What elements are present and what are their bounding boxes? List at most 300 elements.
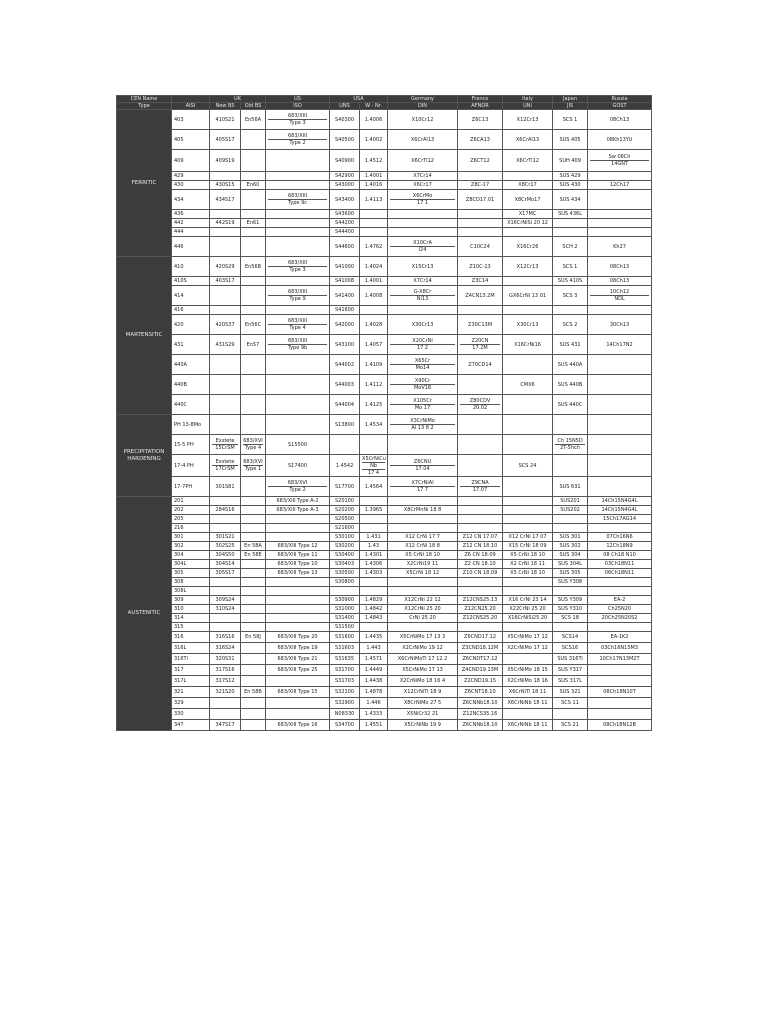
- cell-uns: S30100: [330, 533, 360, 542]
- cell-jis: SUS 410S: [553, 277, 588, 286]
- cell-din: X8CrNiMo 27 5: [388, 698, 458, 709]
- cell-new-bs: [210, 306, 241, 315]
- cell-w-nr: 1.4112: [360, 375, 388, 395]
- cell-aisi: 317: [172, 665, 210, 676]
- cell-uns: 1.4542: [330, 455, 360, 477]
- cell-gost: 08Ch13: [588, 110, 652, 130]
- cell-aisi: 316L: [172, 643, 210, 654]
- cell-iso: 683/XIII Type 12: [266, 542, 330, 551]
- cell-new-bs: 321S20: [210, 687, 241, 698]
- cell-afnor: [458, 375, 503, 395]
- cell-afnor: Z3CND18.12M: [458, 643, 503, 654]
- cell-uns: S43000: [330, 181, 360, 190]
- cell-old-bs: [241, 150, 266, 172]
- cell-w-nr: [360, 623, 388, 632]
- cell-uni: [503, 497, 553, 506]
- cell-new-bs: [210, 698, 241, 709]
- cell-aisi: 321: [172, 687, 210, 698]
- cell-gost: [588, 709, 652, 720]
- cell-old-bs: [241, 533, 266, 542]
- cell-jis: SCS 2: [553, 315, 588, 335]
- cell-w-nr: [360, 497, 388, 506]
- cell-iso: [266, 596, 330, 605]
- cell-afnor: Z6CNNb18.10: [458, 698, 503, 709]
- cell-uns: S17700: [330, 477, 360, 497]
- cell-w-nr: 1.4333: [360, 709, 388, 720]
- cell-old-bs: [241, 614, 266, 623]
- cell-new-bs: 405S17: [210, 130, 241, 150]
- cell-jis: SUS 440B: [553, 375, 588, 395]
- steel-grade-rows: [117, 110, 652, 731]
- cell-jis: SUS 316Ti: [553, 654, 588, 665]
- cell-old-bs: En56B: [241, 257, 266, 277]
- cell-uni: X6CrNiNb 18 11: [503, 720, 553, 731]
- cell-din: X12CrNi 22 12: [388, 596, 458, 605]
- cell-new-bs: 434S17: [210, 190, 241, 210]
- cell-iso: [266, 181, 330, 190]
- cell-din: X6Cr17: [388, 181, 458, 190]
- table-row: [117, 415, 652, 435]
- cell-aisi: PH 13-8Mo: [172, 415, 210, 435]
- cell-gost: 03Ch18N11: [588, 560, 652, 569]
- cell-new-bs: 431S29: [210, 335, 241, 355]
- cell-uns: S20100: [330, 497, 360, 506]
- cell-new-bs: 420S37: [210, 315, 241, 335]
- cell-uns: S20500: [330, 515, 360, 524]
- cell-afnor: Z6CA13: [458, 130, 503, 150]
- table-row: [117, 210, 652, 219]
- cell-gost: 15Ch17AG14: [588, 515, 652, 524]
- cell-uni: X16CrNi16: [503, 335, 553, 355]
- cell-old-bs: En 58B: [241, 687, 266, 698]
- cell-new-bs: Exstete 15CrSM: [210, 435, 241, 455]
- cell-old-bs: En 58A: [241, 542, 266, 551]
- cell-din: X20CrNi 17 2: [388, 335, 458, 355]
- cell-uni: [503, 435, 553, 455]
- cell-aisi: 440B: [172, 375, 210, 395]
- cell-uni: X22CrNi 25 20: [503, 605, 553, 614]
- cell-new-bs: [210, 515, 241, 524]
- cell-new-bs: [210, 210, 241, 219]
- steel-equivalents-table: [116, 95, 652, 731]
- cell-afnor: Z6CNDT17.12: [458, 654, 503, 665]
- table-row: [117, 605, 652, 614]
- cell-gost: 08Kh13YU: [588, 130, 652, 150]
- table-row: [117, 587, 652, 596]
- cell-afnor: Z12CNS25.13: [458, 596, 503, 605]
- cell-aisi: 205: [172, 515, 210, 524]
- header-italy: Italy: [503, 96, 553, 103]
- cell-uni: [503, 306, 553, 315]
- cell-new-bs: Exstete 17CrSM: [210, 455, 241, 477]
- cell-w-nr: [360, 587, 388, 596]
- cell-afnor: Z3C14: [458, 277, 503, 286]
- cell-jis: SUS Y309: [553, 596, 588, 605]
- cell-new-bs: 310S24: [210, 605, 241, 614]
- cell-uns: [330, 587, 360, 596]
- cell-din: X8CrMnNi 18 8: [388, 506, 458, 515]
- steel-grade-comparison-sheet: [116, 95, 651, 731]
- cell-gost: 07Ch16N6: [588, 533, 652, 542]
- cell-din: CrNi 25 20: [388, 614, 458, 623]
- cell-din: X30Cr13: [388, 315, 458, 335]
- cell-uns: S44004: [330, 395, 360, 415]
- cell-new-bs: 317S12: [210, 676, 241, 687]
- cell-w-nr: 1.4028: [360, 315, 388, 335]
- cell-aisi: 430: [172, 181, 210, 190]
- cell-uni: X12Cr13: [503, 257, 553, 277]
- cell-jis: SUS 440C: [553, 395, 588, 415]
- cell-w-nr: 1.4564: [360, 477, 388, 497]
- cell-uns: S30900: [330, 596, 360, 605]
- cell-gost: [588, 210, 652, 219]
- cell-jis: SUH 409: [553, 150, 588, 172]
- cell-afnor: [458, 228, 503, 237]
- cell-afnor: [458, 306, 503, 315]
- cell-uni: [503, 395, 553, 415]
- cell-w-nr: 1.4843: [360, 614, 388, 623]
- cell-new-bs: [210, 228, 241, 237]
- cell-uns: S41600: [330, 306, 360, 315]
- table-row: [117, 614, 652, 623]
- cell-uns: S31635: [330, 654, 360, 665]
- cell-jis: SUS 301: [553, 533, 588, 542]
- cell-iso: [266, 709, 330, 720]
- cell-din: G-X8Cr Ni13: [388, 286, 458, 306]
- cell-w-nr: 1.4008: [360, 286, 388, 306]
- cell-w-nr: 1.4001: [360, 277, 388, 286]
- cell-din: X6CrMo 17 1: [388, 190, 458, 210]
- cell-uni: X16Cr26: [503, 237, 553, 257]
- cell-afnor: [458, 524, 503, 533]
- header-aisi: AISI: [172, 103, 210, 110]
- cell-jis: SCS14: [553, 632, 588, 643]
- cell-afnor: [458, 415, 503, 435]
- cell-jis: SUS Y310: [553, 605, 588, 614]
- cell-w-nr: 1.4301: [360, 551, 388, 560]
- cell-uni: [503, 415, 553, 435]
- cell-uns: S31703: [330, 676, 360, 687]
- cell-iso: 683/XIII Type 10: [266, 560, 330, 569]
- cell-old-bs: [241, 286, 266, 306]
- cell-uni: X6CrNiNb 18 11: [503, 698, 553, 709]
- cell-aisi: 440C: [172, 395, 210, 415]
- cell-aisi: 442: [172, 219, 210, 228]
- cell-uns: S31000: [330, 605, 360, 614]
- header-france: France: [458, 96, 503, 103]
- cell-uni: X2CrNiMo 17 12: [503, 643, 553, 654]
- table-row: [117, 455, 652, 477]
- cell-old-bs: [241, 477, 266, 497]
- cell-jis: SUS 317L: [553, 676, 588, 687]
- cell-uni: [503, 623, 553, 632]
- cell-aisi: 444: [172, 228, 210, 237]
- cell-afnor: [458, 435, 503, 455]
- cell-gost: [588, 698, 652, 709]
- cell-iso: 683/XIII Type 21: [266, 654, 330, 665]
- table-row: [117, 395, 652, 415]
- cell-din: [388, 219, 458, 228]
- cell-gost: 14Ch17N2: [588, 335, 652, 355]
- cell-new-bs: 403S17: [210, 277, 241, 286]
- cell-uns: S44200: [330, 219, 360, 228]
- header-japan: Japan: [553, 96, 588, 103]
- cell-w-nr: 1.4109: [360, 355, 388, 375]
- cell-new-bs: 304S14: [210, 560, 241, 569]
- cell-aisi: 440A: [172, 355, 210, 375]
- cell-new-bs: [210, 355, 241, 375]
- cell-gost: 08Ch13: [588, 257, 652, 277]
- cell-aisi: 405: [172, 130, 210, 150]
- cell-afnor: Z2 CN 18.10: [458, 560, 503, 569]
- cell-uni: X8CrMo17: [503, 190, 553, 210]
- cell-w-nr: [360, 515, 388, 524]
- cell-old-bs: [241, 720, 266, 731]
- cell-uni: [503, 172, 553, 181]
- cell-jis: SUS 431: [553, 335, 588, 355]
- cell-din: X105Cr Mo 17: [388, 395, 458, 415]
- cell-jis: [553, 623, 588, 632]
- cell-din: X2CrNiMo 18 16 4: [388, 676, 458, 687]
- cell-uni: X16CrNiSi25 20: [503, 614, 553, 623]
- cell-old-bs: [241, 596, 266, 605]
- cell-aisi: 305: [172, 569, 210, 578]
- cell-iso: [266, 415, 330, 435]
- table-row: [117, 181, 652, 190]
- cell-jis: [553, 219, 588, 228]
- cell-din: X65Cr Mo14: [388, 355, 458, 375]
- cell-gost: [588, 395, 652, 415]
- cell-uni: X17MC: [503, 210, 553, 219]
- table-row: [117, 286, 652, 306]
- cell-old-bs: [241, 355, 266, 375]
- cell-uni: X5CrNiMo 17 12: [503, 632, 553, 643]
- cell-w-nr: 1.4125: [360, 395, 388, 415]
- table-row: [117, 709, 652, 720]
- cell-jis: SUS 631: [553, 477, 588, 497]
- cell-din: X5CrNiMo 17 13 3: [388, 632, 458, 643]
- cell-iso: [266, 228, 330, 237]
- cell-gost: [588, 578, 652, 587]
- header-usa: USA: [330, 96, 388, 103]
- cell-aisi: 434: [172, 190, 210, 210]
- cell-iso: [266, 623, 330, 632]
- cell-afnor: Z10C-13: [458, 257, 503, 277]
- table-row: [117, 643, 652, 654]
- table-row: [117, 687, 652, 698]
- cell-aisi: 302: [172, 542, 210, 551]
- table-row: [117, 150, 652, 172]
- header-row-countries: [117, 96, 652, 103]
- cell-iso: [266, 172, 330, 181]
- category-label: MARTENSITIC: [117, 257, 172, 415]
- cell-new-bs: 301S81: [210, 477, 241, 497]
- cell-iso: 683/XIII Type 9: [266, 286, 330, 306]
- cell-uni: X16CrNiSi 20 12: [503, 219, 553, 228]
- cell-afnor: Z12NCS35.16: [458, 709, 503, 720]
- cell-uns: S40300: [330, 110, 360, 130]
- cell-jis: [553, 515, 588, 524]
- cell-aisi: 317L: [172, 676, 210, 687]
- table-row: [117, 219, 652, 228]
- header-uk: UK: [210, 96, 266, 103]
- cell-afnor: Z6C13: [458, 110, 503, 130]
- cell-afnor: [458, 506, 503, 515]
- cell-uni: [503, 578, 553, 587]
- table-row: [117, 477, 652, 497]
- cell-afnor: Z20CN 17.2M: [458, 335, 503, 355]
- cell-gost: [588, 455, 652, 477]
- cell-uni: X6CrTi12: [503, 150, 553, 172]
- cell-jis: SCS 18: [553, 614, 588, 623]
- cell-iso: 683/XIII Type 13: [266, 569, 330, 578]
- cell-w-nr: 1.4762: [360, 237, 388, 257]
- cell-afnor: [458, 210, 503, 219]
- cell-aisi: 420: [172, 315, 210, 335]
- cell-w-nr: X5CrNiCu Nb 17 4: [360, 455, 388, 477]
- cell-new-bs: [210, 578, 241, 587]
- cell-w-nr: 1.4842: [360, 605, 388, 614]
- cell-afnor: C10C24: [458, 237, 503, 257]
- cell-afnor: Z9CNA 17.07: [458, 477, 503, 497]
- table-row: [117, 569, 652, 578]
- cell-din: X6CrTi12: [388, 150, 458, 172]
- cell-old-bs: [241, 560, 266, 569]
- cell-jis: SUS 405: [553, 130, 588, 150]
- cell-aisi: 329: [172, 698, 210, 709]
- cell-iso: [266, 533, 330, 542]
- table-row: [117, 435, 652, 455]
- cell-uns: S44600: [330, 237, 360, 257]
- cell-uns: S43100: [330, 335, 360, 355]
- table-row: [117, 237, 652, 257]
- cell-w-nr: 1.4438: [360, 676, 388, 687]
- cell-w-nr: 1.4571: [360, 654, 388, 665]
- cell-iso: [266, 306, 330, 315]
- cell-jis: [553, 415, 588, 435]
- cell-din: X6CrAl13: [388, 130, 458, 150]
- cell-iso: [266, 605, 330, 614]
- table-row: [117, 578, 652, 587]
- cell-afnor: [458, 623, 503, 632]
- cell-jis: SUS 429: [553, 172, 588, 181]
- cell-iso: S17400: [266, 455, 330, 477]
- cell-uni: X2 CrNi 18 11: [503, 560, 553, 569]
- cell-iso: 683/XIII Type 19: [266, 643, 330, 654]
- cell-new-bs: [210, 286, 241, 306]
- cell-iso: 683/XIII Type 15: [266, 687, 330, 698]
- cell-old-bs: En56A: [241, 110, 266, 130]
- cell-uni: SCS 24: [503, 455, 553, 477]
- cell-gost: [588, 676, 652, 687]
- cell-w-nr: 1.4435: [360, 632, 388, 643]
- cell-afnor: Z6CT12: [458, 150, 503, 172]
- table-row: [117, 632, 652, 643]
- table-row: [117, 560, 652, 569]
- cell-uni: X5 CrNi 18 10: [503, 551, 553, 560]
- cell-din: X5NiCr32 21: [388, 709, 458, 720]
- cell-uns: S40500: [330, 130, 360, 150]
- cell-din: [388, 524, 458, 533]
- table-row: [117, 676, 652, 687]
- cell-uni: X12Cr13: [503, 110, 553, 130]
- cell-old-bs: En 58J: [241, 632, 266, 643]
- cell-aisi: 431: [172, 335, 210, 355]
- cell-w-nr: 1.4016: [360, 181, 388, 190]
- cell-uns: [330, 435, 360, 455]
- cell-jis: SUS Y317: [553, 665, 588, 676]
- cell-uns: S31400: [330, 614, 360, 623]
- cell-w-nr: [360, 210, 388, 219]
- cell-gost: [588, 435, 652, 455]
- cell-uns: S41008: [330, 277, 360, 286]
- table-row: [117, 497, 652, 506]
- cell-new-bs: [210, 497, 241, 506]
- cell-w-nr: 1.43: [360, 542, 388, 551]
- cell-new-bs: [210, 172, 241, 181]
- cell-iso: [266, 614, 330, 623]
- cell-old-bs: [241, 676, 266, 687]
- cell-uni: X5 CrNi 18 10: [503, 569, 553, 578]
- table-row: [117, 524, 652, 533]
- cell-w-nr: [360, 306, 388, 315]
- cell-jis: SCS 1: [553, 257, 588, 277]
- table-row: [117, 190, 652, 210]
- cell-uni: GX6CrNi 13 01: [503, 286, 553, 306]
- cell-gost: 20Ch25N20S2: [588, 614, 652, 623]
- cell-old-bs: [241, 306, 266, 315]
- table-row: [117, 506, 652, 515]
- cell-iso: 683/XIII Type 3: [266, 110, 330, 130]
- cell-gost: [588, 665, 652, 676]
- cell-iso: [266, 395, 330, 415]
- cell-old-bs: [241, 587, 266, 596]
- cell-iso: S15500: [266, 435, 330, 455]
- cell-uns: S31500: [330, 623, 360, 632]
- cell-uni: X30Cr13: [503, 315, 553, 335]
- header-new-bs: New BS: [210, 103, 241, 110]
- header-jis: JIS: [553, 103, 588, 110]
- cell-gost: 08Ch18N12B: [588, 720, 652, 731]
- cell-uns: S31700: [330, 665, 360, 676]
- header-germany: Germany: [388, 96, 458, 103]
- cell-uns: S40900: [330, 150, 360, 172]
- table-row: [117, 551, 652, 560]
- cell-w-nr: [360, 435, 388, 455]
- cell-new-bs: 316S16: [210, 632, 241, 643]
- cell-uni: [503, 355, 553, 375]
- cell-din: [388, 578, 458, 587]
- cell-iso: [266, 219, 330, 228]
- cell-din: X12CrNiTi 18 9: [388, 687, 458, 698]
- cell-old-bs: 683/XVI Type 1: [241, 455, 266, 477]
- cell-jis: SUS 436L: [553, 210, 588, 219]
- cell-jis: SUS 321: [553, 687, 588, 698]
- cell-gost: [588, 306, 652, 315]
- cell-w-nr: 1.3965: [360, 506, 388, 515]
- cell-new-bs: 304S50: [210, 551, 241, 560]
- cell-iso: [266, 210, 330, 219]
- cell-aisi: 304L: [172, 560, 210, 569]
- cell-aisi: 309: [172, 596, 210, 605]
- cell-iso: 683/XIII Type 11: [266, 551, 330, 560]
- header-din: DIN: [388, 103, 458, 110]
- cell-uni: [503, 277, 553, 286]
- cell-afnor: Z8C-17: [458, 181, 503, 190]
- cell-uni: [503, 228, 553, 237]
- cell-uns: N08330: [330, 709, 360, 720]
- cell-old-bs: [241, 578, 266, 587]
